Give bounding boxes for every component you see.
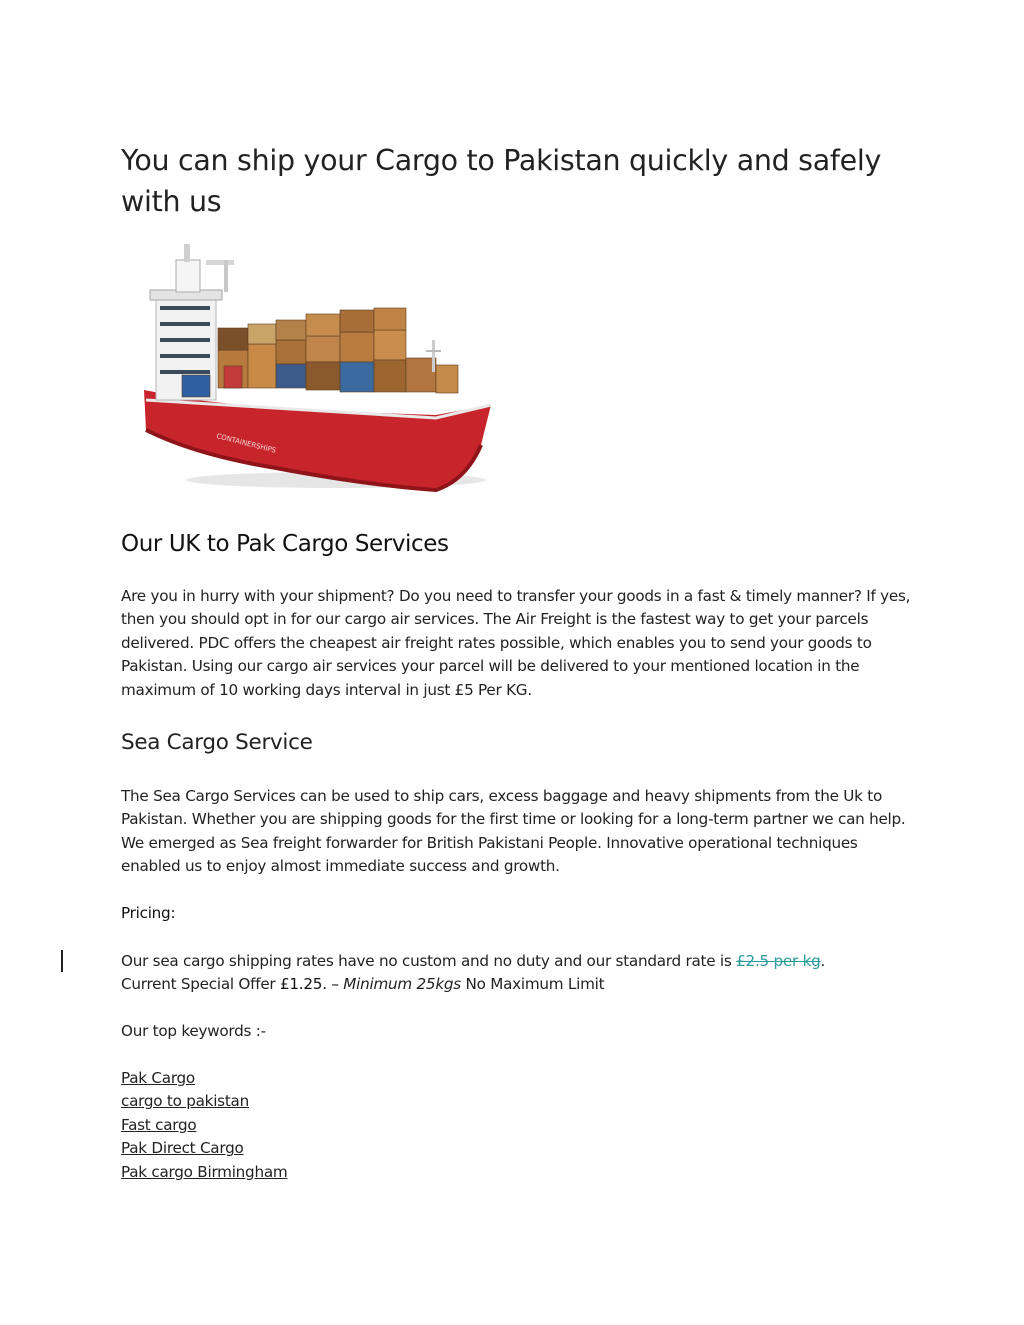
keyword-item — [121, 1137, 287, 1160]
keyword-item — [121, 1161, 287, 1184]
pricing-rates-text: Our sea cargo shipping rates have no custom and no duty and our standard rate is — [121, 952, 737, 970]
cargo-ship-image — [136, 240, 496, 495]
svg-text:CONTAINERSHIPS: CONTAINERSHIPS — [215, 432, 277, 455]
offer-minimum: Minimum 25kgs — [338, 975, 461, 994]
keyword-link-cargo-to-pakistan[interactable]: cargo to pakistan — [121, 1092, 249, 1111]
sea-cargo-description: The Sea Cargo Services can be used to ship cars, excess baggage and heavy shipments from the Uk to Pakistan. Whether you are shipping goods for the first time or looking for a long-term partner we can help. We emerged as Sea freight forwarder for British Pakistani People. Innovative operational techniques enabled us to enjoy almost immediate success and growth. — [121, 787, 906, 876]
pricing-period: . — [820, 952, 826, 970]
section-heading-uk-pak: Our UK to Pak Cargo Services — [121, 531, 449, 557]
uk-pak-description: Are you in hurry with your shipment? Do you need to transfer your goods in a fast & timely manner? If yes, then you should opt in for our cargo air services. The Air Freight is the fastest way to get your parcels delivered. PDC offers the cheapest air freight rates possible, which enables you to send your goods to Pakistan. Using our cargo air services your parcel will be delivered to your mentioned location in the maximum of 10 working days interval in just £5 Per KG. — [121, 587, 911, 699]
keyword-item — [121, 1090, 287, 1113]
old-price: £2.5 — [736, 952, 769, 970]
keyword-links — [121, 1067, 287, 1184]
offer-prefix: Current Special Offer — [121, 975, 280, 994]
keyword-link-pak-cargo-birmingham[interactable]: Pak cargo Birmingham — [121, 1162, 288, 1181]
keyword-link-pak-cargo[interactable]: Pak Cargo — [121, 1069, 195, 1087]
keywords-intro: Our top keywords :- — [121, 1022, 266, 1040]
pricing-label: Pricing: — [121, 904, 176, 922]
old-price-unit: per kg — [768, 952, 821, 970]
text-cursor — [61, 950, 63, 972]
offer-maximum: No Maximum Limit — [460, 975, 605, 994]
pricing-text — [121, 950, 911, 997]
keyword-item — [121, 1114, 287, 1137]
offer-price: £1.25. – — [279, 975, 339, 994]
section-heading-sea: Sea Cargo Service — [121, 730, 313, 755]
page-title: You can ship your Cargo to Pakistan quickly and safely with us — [121, 144, 882, 218]
keyword-link-fast-cargo[interactable]: Fast cargo — [121, 1115, 197, 1134]
keyword-item — [121, 1067, 287, 1090]
keyword-link-pak-direct-cargo[interactable]: Pak Direct Cargo — [121, 1139, 244, 1158]
